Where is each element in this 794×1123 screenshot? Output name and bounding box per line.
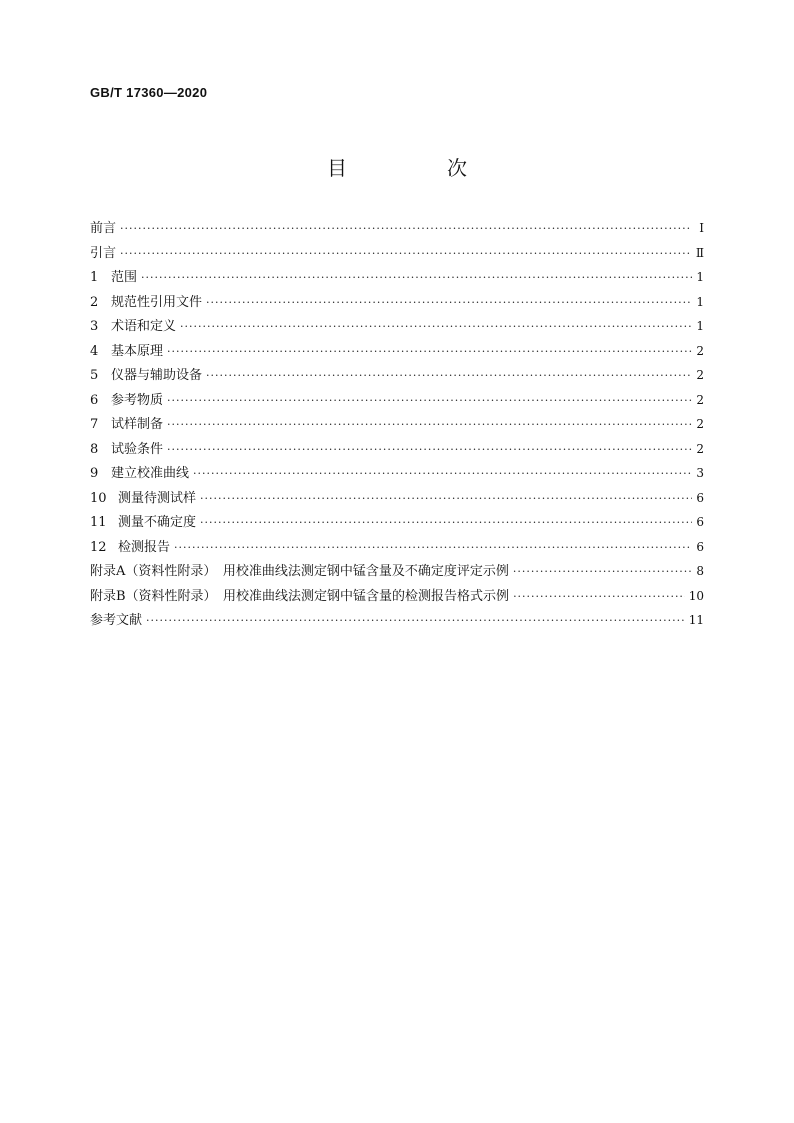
- toc-entry-text: 测量待测试样: [118, 490, 197, 506]
- toc-entry-number: 4: [90, 343, 99, 359]
- toc-entry-page: 2: [696, 343, 704, 358]
- toc-entry-page: 6: [696, 515, 704, 529]
- toc-entry-page: 6: [696, 490, 704, 505]
- toc-dot-leader: [180, 315, 692, 340]
- toc-entry[interactable]: [90, 339, 704, 364]
- toc-dot-leader: [513, 560, 692, 585]
- toc-entry-text: 测量不确定度: [118, 515, 197, 530]
- toc-entry-label: [90, 242, 116, 267]
- toc-entry[interactable]: [90, 241, 704, 266]
- toc-entry-number: 11: [90, 515, 107, 530]
- toc-entry-number: 8: [90, 441, 99, 457]
- table-of-contents: [90, 216, 704, 633]
- toc-entry-text: 引言: [90, 245, 117, 261]
- toc-entry-text: 试验条件: [111, 441, 164, 457]
- toc-entry-number: 12: [90, 539, 107, 555]
- toc-entry[interactable]: [90, 314, 704, 339]
- toc-entry-text: 检测报告: [118, 539, 171, 555]
- toc-entry-number: 6: [90, 392, 99, 408]
- toc-entry[interactable]: [90, 584, 704, 609]
- toc-entry-page: 1: [696, 270, 704, 284]
- toc-entry-label: [90, 536, 170, 561]
- toc-entry-page: 3: [696, 466, 704, 480]
- toc-entry-number: 1: [90, 270, 99, 285]
- toc-entry-number: 10: [90, 490, 107, 506]
- toc-entry-number: 5: [90, 368, 99, 383]
- toc-entry-text: 参考物质: [111, 392, 164, 408]
- toc-entry-page: 10: [688, 588, 704, 603]
- toc-entry-label: [90, 560, 509, 585]
- toc-entry-page: 1: [696, 294, 704, 309]
- toc-entry[interactable]: [90, 535, 704, 560]
- toc-entry-text: 基本原理: [111, 343, 164, 359]
- toc-dot-leader: [167, 389, 692, 414]
- document-code-header: GB/T 17360—2020: [90, 85, 208, 100]
- toc-dot-leader: [200, 487, 692, 512]
- toc-entry-label: [90, 266, 137, 291]
- page-title: 目 次: [327, 156, 507, 180]
- toc-entry-page: 6: [696, 539, 704, 554]
- toc-entry[interactable]: [90, 486, 704, 511]
- toc-dot-leader: [146, 609, 685, 634]
- toc-entry[interactable]: [90, 559, 704, 584]
- toc-entry-label: [90, 487, 196, 512]
- toc-entry-text: 术语和定义: [111, 319, 177, 334]
- toc-entry-label: [90, 315, 176, 340]
- toc-entry-number: 7: [90, 417, 99, 432]
- toc-entry-page: 1: [696, 319, 704, 333]
- toc-entry-text: 仪器与辅助设备: [111, 368, 203, 383]
- toc-dot-leader: [120, 242, 692, 267]
- toc-entry-label: [90, 364, 202, 389]
- toc-entry[interactable]: [90, 290, 704, 315]
- toc-entry-page: 11: [688, 613, 704, 627]
- toc-entry-label: [90, 217, 116, 242]
- toc-entry[interactable]: [90, 510, 704, 535]
- toc-entry-text: 建立校准曲线: [111, 466, 190, 481]
- toc-dot-leader: [193, 462, 692, 487]
- toc-entry-label: [90, 585, 509, 610]
- toc-dot-leader: [206, 364, 692, 389]
- toc-entry[interactable]: [90, 388, 704, 413]
- toc-entry-label: [90, 291, 202, 316]
- toc-entry[interactable]: [90, 437, 704, 462]
- toc-entry[interactable]: [90, 461, 704, 486]
- toc-dot-leader: [167, 340, 692, 365]
- toc-entry-label: [90, 609, 142, 634]
- toc-entry-text: 参考文献: [90, 613, 143, 628]
- toc-entry-label: [90, 438, 163, 463]
- toc-entry-page: 2: [696, 368, 704, 382]
- toc-entry-number: 3: [90, 319, 99, 334]
- toc-entry[interactable]: [90, 608, 704, 633]
- toc-dot-leader: [141, 266, 692, 291]
- toc-dot-leader: [167, 438, 692, 463]
- toc-entry-page: 2: [696, 417, 704, 431]
- toc-entry-text: 规范性引用文件: [111, 294, 203, 310]
- toc-entry[interactable]: [90, 412, 704, 437]
- toc-entry-label: [90, 413, 163, 438]
- toc-entry-page: Ⅱ: [695, 245, 704, 260]
- toc-entry-label: [90, 389, 163, 414]
- toc-dot-leader: [513, 585, 685, 610]
- toc-entry-page: 2: [696, 441, 704, 456]
- toc-dot-leader: [174, 536, 692, 561]
- toc-entry[interactable]: [90, 216, 704, 241]
- toc-entry-text: 试样制备: [111, 417, 164, 432]
- toc-entry-page: 2: [696, 392, 704, 407]
- toc-entry[interactable]: [90, 265, 704, 290]
- toc-entry-text: 范围: [111, 270, 138, 285]
- toc-entry-page: 8: [696, 564, 704, 578]
- toc-entry-page: Ⅰ: [699, 221, 704, 235]
- toc-dot-leader: [167, 413, 692, 438]
- toc-entry-number: 2: [90, 294, 99, 310]
- toc-dot-leader: [120, 217, 692, 242]
- toc-dot-leader: [200, 511, 692, 536]
- toc-entry[interactable]: [90, 363, 704, 388]
- toc-dot-leader: [206, 291, 692, 316]
- toc-entry-text: 前言: [90, 221, 117, 236]
- toc-entry-label: [90, 462, 189, 487]
- toc-entry-text: 附录B（资料性附录） 用校准曲线法测定钢中锰含量的检测报告格式示例: [90, 588, 510, 604]
- toc-entry-label: [90, 511, 196, 536]
- toc-entry-text: 附录A（资料性附录） 用校准曲线法测定钢中锰含量及不确定度评定示例: [90, 564, 509, 579]
- toc-entry-number: 9: [90, 466, 99, 481]
- toc-entry-label: [90, 340, 163, 365]
